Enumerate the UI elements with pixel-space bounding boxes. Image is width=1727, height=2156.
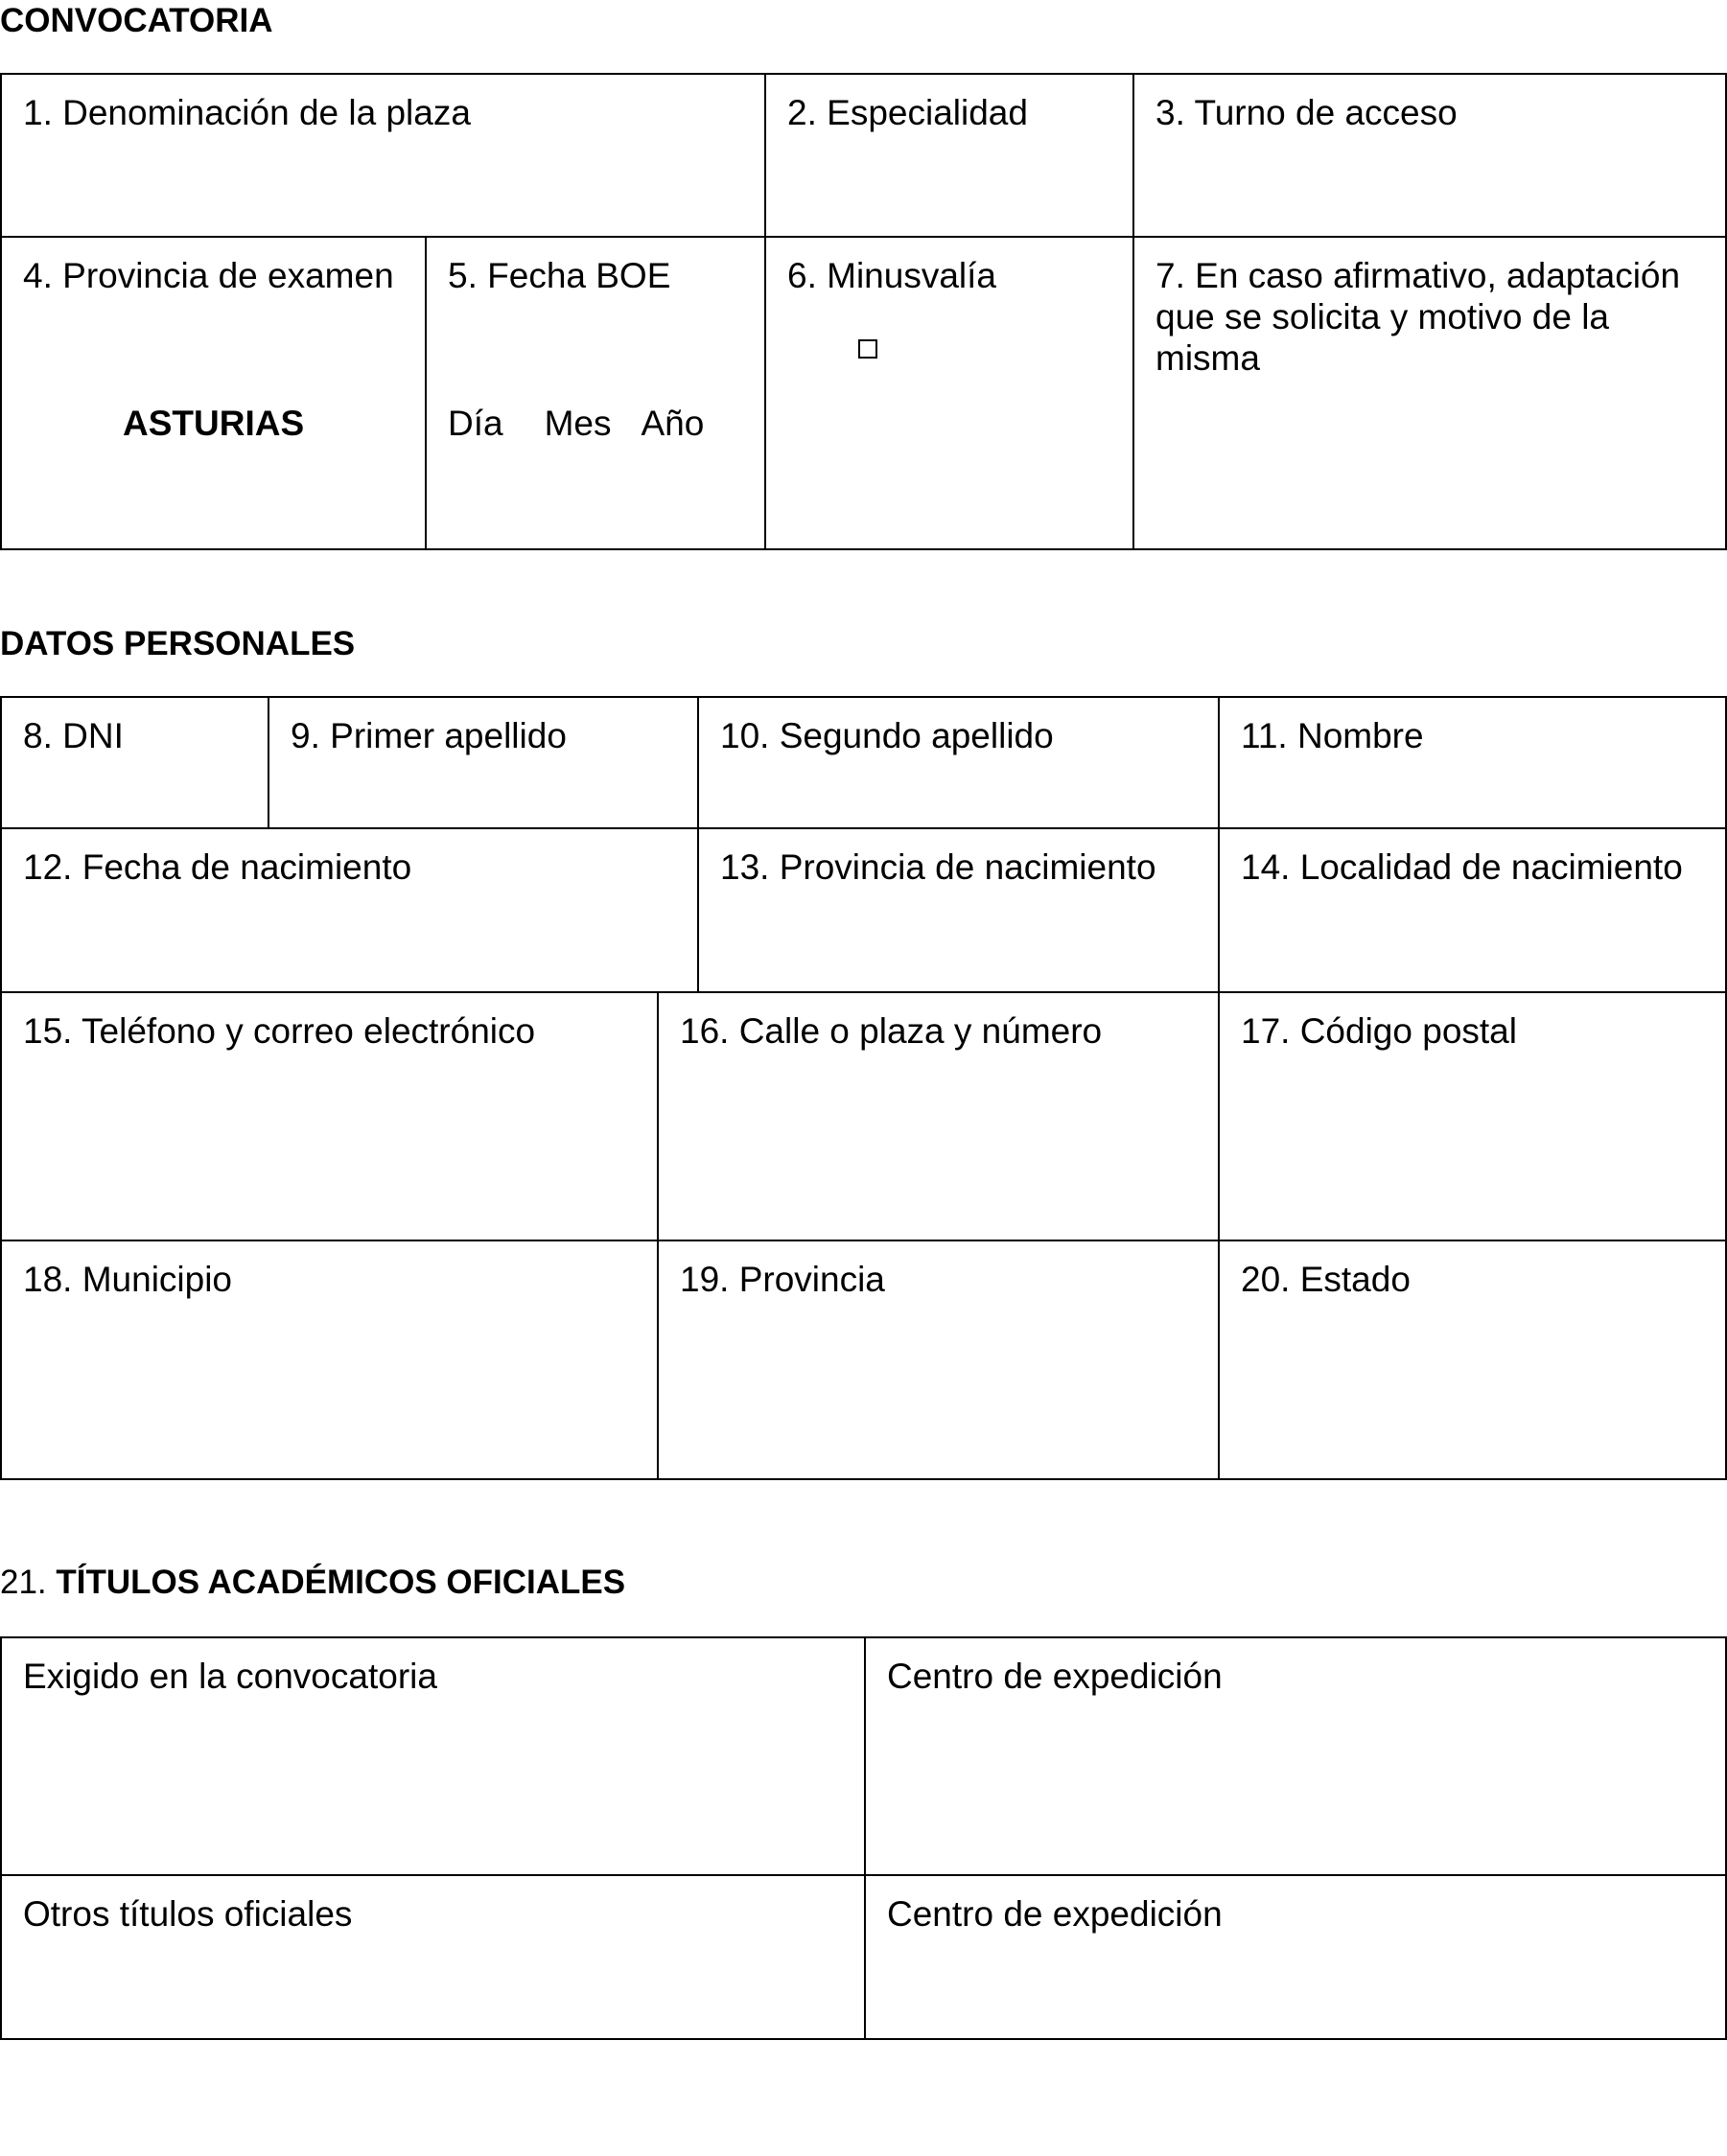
section-number: 21. [0,1564,47,1601]
centro-expedicion-1-label: Centro de expedición [887,1657,1223,1696]
centro-expedicion-2-label: Centro de expedición [887,1894,1223,1934]
provincia-label: 19. Provincia [680,1260,885,1299]
otros-titulos-field[interactable] [0,1874,866,2040]
turno-acceso-label: 3. Turno de acceso [1155,93,1458,132]
provincia-nacimiento-field[interactable] [697,827,1220,993]
section-title-titulos [0,1564,625,1602]
otros-titulos-label: Otros títulos oficiales [23,1894,353,1934]
telefono-correo-field[interactable] [0,991,659,1241]
fecha-boe-anio: Año [641,404,705,443]
localidad-nacimiento-label: 14. Localidad de nacimiento [1241,847,1683,887]
estado-field[interactable] [1218,1240,1727,1480]
codigo-postal-label: 17. Código postal [1241,1011,1517,1051]
titulo-exigido-label: Exigido en la convocatoria [23,1657,437,1696]
especialidad-label: 2. Especialidad [787,93,1028,132]
fecha-boe-parts [448,403,704,444]
fecha-boe-mes: Mes [544,404,612,443]
minusvalia-label: 6. Minusvalía [787,256,996,295]
adaptacion-field[interactable] [1132,236,1727,550]
provincia-examen-field[interactable] [0,236,427,550]
centro-expedicion-2-field[interactable] [864,1874,1727,2040]
provincia-field[interactable] [657,1240,1220,1480]
primer-apellido-label: 9. Primer apellido [291,716,567,755]
minusvalia-field [764,236,1134,550]
localidad-nacimiento-field[interactable] [1218,827,1727,993]
calle-plaza-label: 16. Calle o plaza y número [680,1011,1103,1051]
adaptacion-label: 7. En caso afirmativo, adaptación que se solicita y motivo de la misma [1155,256,1681,378]
segundo-apellido-field[interactable] [697,696,1220,829]
denominacion-plaza-label: 1. Denominación de la plaza [23,93,471,132]
section-title-convocatoria: CONVOCATORIA [0,2,273,39]
codigo-postal-field[interactable] [1218,991,1727,1241]
titulo-exigido-field[interactable] [0,1636,866,1876]
calle-plaza-field[interactable] [657,991,1220,1241]
primer-apellido-field[interactable] [268,696,699,829]
nombre-field[interactable] [1218,696,1727,829]
fecha-boe-field[interactable] [425,236,766,550]
section-title-text: TÍTULOS ACADÉMICOS OFICIALES [56,1564,626,1601]
segundo-apellido-label: 10. Segundo apellido [720,716,1054,755]
provincia-examen-value: ASTURIAS [123,404,305,443]
dni-field[interactable] [0,696,269,829]
nombre-label: 11. Nombre [1241,716,1424,755]
provincia-nacimiento-label: 13. Provincia de nacimiento [720,847,1156,887]
estado-label: 20. Estado [1241,1260,1411,1299]
telefono-correo-label: 15. Teléfono y correo electrónico [23,1011,536,1051]
minusvalia-checkbox[interactable] [858,339,877,359]
fecha-nacimiento-field[interactable] [0,827,699,993]
especialidad-field[interactable] [764,73,1134,238]
fecha-boe-label: 5. Fecha BOE [448,256,671,295]
municipio-label: 18. Municipio [23,1260,233,1299]
fecha-boe-dia: Día [448,404,503,443]
section-title-datos-personales: DATOS PERSONALES [0,625,356,662]
turno-acceso-field[interactable] [1132,73,1727,238]
centro-expedicion-1-field[interactable] [864,1636,1727,1876]
provincia-examen-label: 4. Provincia de examen [23,256,394,295]
fecha-nacimiento-label: 12. Fecha de nacimiento [23,847,412,887]
denominacion-plaza-field[interactable] [0,73,766,238]
municipio-field[interactable] [0,1240,659,1480]
dni-label: 8. DNI [23,716,124,755]
